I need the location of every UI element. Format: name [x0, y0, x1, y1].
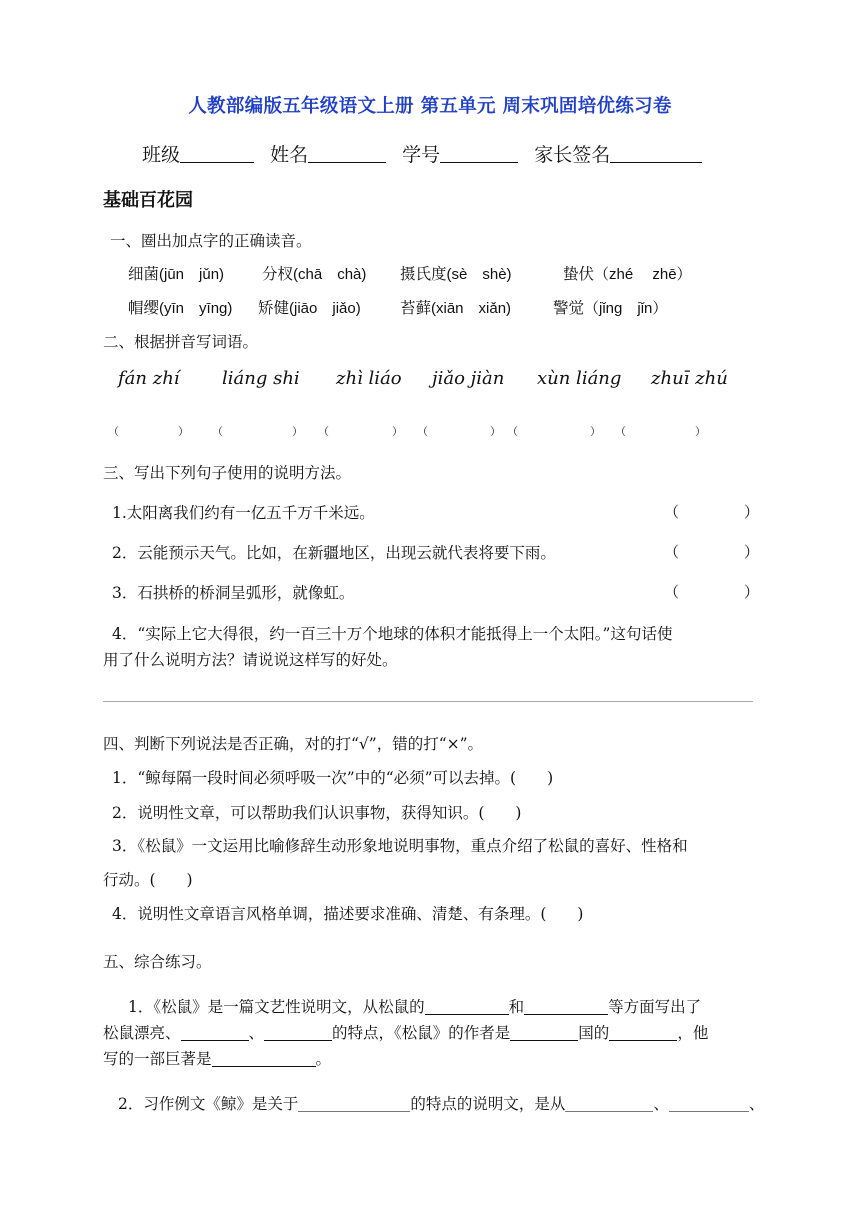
q2-pinyin: liáng shi: [222, 368, 300, 389]
q3-item: 3．石拱桥的桥洞呈弧形，就像虹。: [112, 584, 355, 602]
q5-p1-line1: 1．《松鼠》是一篇文艺性说明文，从松鼠的 和 等方面写出了: [128, 998, 702, 1016]
q5-p1-line2: 松鼠漂亮、 、 的特点，《松鼠》的作者是 国的 ，他: [103, 1024, 709, 1042]
q2-pinyin: xùn liáng: [537, 368, 622, 389]
answer-line[interactable]: [103, 701, 753, 702]
number-label: 学号: [402, 144, 441, 166]
fill-blank[interactable]: [565, 1094, 653, 1112]
fill-blank[interactable]: [524, 997, 608, 1015]
q2-answer-close: ）: [178, 425, 189, 438]
name-field[interactable]: [308, 144, 386, 163]
q2-answer-open: （: [615, 425, 626, 438]
fill-blank[interactable]: [425, 997, 509, 1015]
section-heading: 基础百花园: [103, 190, 193, 211]
q4-item3-line1: 3．《松鼠》一文运用比喻修辞生动形象地说明事物，重点介绍了松鼠的喜好、性格和: [112, 837, 688, 855]
q1-item: 帽缨(yīn yīng): [128, 299, 233, 317]
student-info-line: [142, 140, 712, 167]
q3-answer-open: （: [664, 583, 680, 601]
q3-answer-close: ）: [744, 503, 760, 521]
q3-answer-open: （: [664, 543, 680, 561]
class-field[interactable]: [180, 144, 254, 163]
q5-p1-line3: 写的一部巨著是 。: [103, 1050, 332, 1068]
number-field[interactable]: [440, 144, 518, 163]
fill-blank[interactable]: [264, 1023, 332, 1041]
q2-pinyin: zhuī zhú: [651, 368, 728, 389]
parent-signature-field[interactable]: [610, 144, 702, 163]
q4-item: 4．说明性文章语言风格单调，描述要求准确、清楚、有条理。( ): [112, 905, 584, 923]
fill-blank[interactable]: [212, 1049, 316, 1067]
q2-answer-open: （: [108, 425, 119, 438]
q3-item: 2．云能预示天气。比如，在新疆地区，出现云就代表将要下雨。: [112, 544, 556, 562]
q5-heading: 五、综合练习。: [103, 953, 212, 971]
q4-item3-line2: 行动。( ): [103, 871, 193, 889]
fill-blank[interactable]: [181, 1023, 249, 1041]
name-label: 姓名: [270, 144, 309, 166]
q2-answer-close: ）: [695, 425, 706, 438]
q2-answer-close: ）: [490, 425, 501, 438]
q2-answer-open: （: [507, 425, 518, 438]
q4-item: 2．说明性文章，可以帮助我们认识事物，获得知识。( ): [112, 804, 522, 822]
q2-heading: 二、根据拼音写词语。: [103, 333, 259, 351]
fill-blank[interactable]: [669, 1094, 749, 1112]
q3-item4-line2: 用了什么说明方法？请说说这样写的好处。: [103, 651, 398, 669]
q2-answer-open: （: [318, 425, 329, 438]
q2-answer-open: （: [212, 425, 223, 438]
q1-item: 苔藓(xiān xiǎn): [400, 299, 512, 317]
fill-blank[interactable]: [510, 1023, 578, 1041]
q3-answer-close: ）: [744, 583, 760, 601]
q2-answer-close: ）: [392, 425, 403, 438]
page-title: 人教部编版五年级语文上册 第五单元 周末巩固培优练习卷: [188, 96, 672, 117]
q1-item: 蛰伏（zhé zhē）: [563, 265, 692, 283]
q3-item: 1.太阳离我们约有一亿五千万千米远。: [112, 504, 375, 522]
q4-heading: 四、判断下列说法是否正确，对的打“√”，错的打“×”。: [103, 735, 484, 753]
q2-answer-close: ）: [590, 425, 601, 438]
q1-item: 摄氏度(sè shè): [400, 265, 512, 283]
parent-signature-label: 家长签名: [534, 144, 611, 166]
q1-item: 细菌(jūn jǔn): [128, 265, 225, 283]
fill-blank[interactable]: [298, 1094, 410, 1112]
fill-blank[interactable]: [609, 1023, 677, 1041]
q3-answer-close: ）: [744, 543, 760, 561]
q1-item: 警觉（jǐng jǐn）: [553, 299, 668, 317]
q2-pinyin: fán zhí: [118, 368, 180, 389]
q3-answer-open: （: [664, 503, 680, 521]
q3-heading: 三、写出下列句子使用的说明方法。: [103, 464, 352, 482]
q4-item: 1．“鲸每隔一段时间必须呼吸一次”中的“必须”可以去掉。( ): [112, 769, 554, 787]
q1-item: 矫健(jiāo jiǎo): [258, 299, 361, 317]
q2-answer-open: （: [417, 425, 428, 438]
q5-p2-line1: 2．习作例文《鲸》是关于 的特点的说明文，是从 、 、: [118, 1095, 765, 1113]
q1-heading: 一、圈出加点字的正确读音。: [110, 232, 312, 250]
q1-item: 分杈(chā chà): [262, 265, 367, 283]
q2-pinyin: jiǎo jiàn: [432, 368, 505, 389]
q2-pinyin: zhì liáo: [336, 368, 402, 389]
q3-item4-line1: 4．“实际上它大得很，约一百三十万个地球的体积才能抵得上一个太阳。”这句话使: [112, 625, 673, 643]
q2-answer-close: ）: [292, 425, 303, 438]
class-label: 班级: [142, 144, 181, 166]
